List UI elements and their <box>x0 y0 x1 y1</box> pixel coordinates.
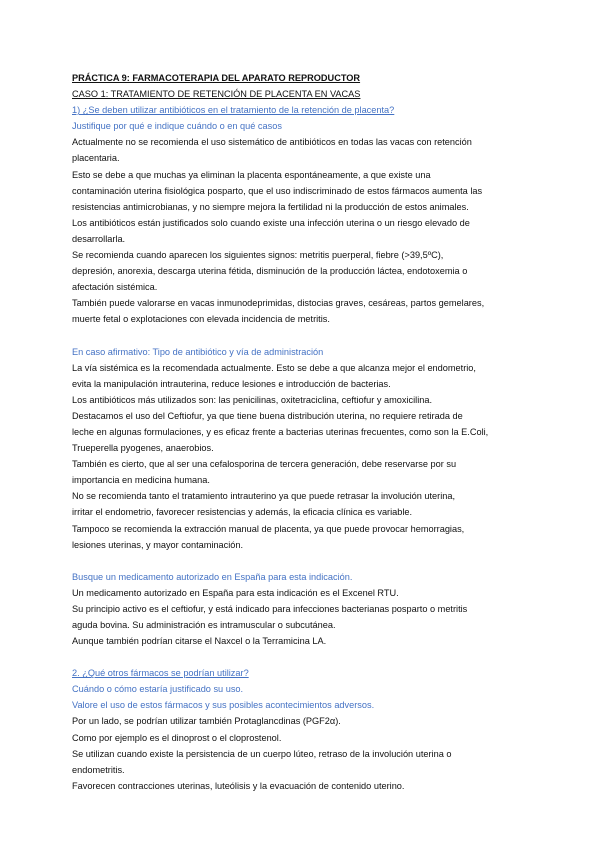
paragraph-line: leche en algunas formulaciones, y es eficaz frente a bacterias uterinas frecuentes, como son la E.Coli, <box>72 426 489 437</box>
paragraph-line: Por un lado, se podrían utilizar también Protaglancdinas (PGF2α). <box>72 716 341 727</box>
medicine-heading: Busque un medicamento autorizado en España para esta indicación. <box>72 571 353 582</box>
spacer <box>72 553 532 569</box>
answer-1 <box>72 134 532 327</box>
paragraph-line: Destacamos el uso del Ceftiofur, ya que tiene buena distribución uterina, no requiere retirada de <box>72 410 463 421</box>
paragraph-line: irritar el endometrio, favorecer resistencias y además, la eficacia clínica es variable. <box>72 507 413 518</box>
affirmative-heading: En caso afirmativo: Tipo de antibiótico y vía de administración <box>72 346 324 357</box>
question-2: 2. ¿Qué otros fármacos se podrían utilizar? <box>72 668 249 679</box>
question-2-sub-2: Valore el uso de estos fármacos y sus posibles acontecimientos adversos. <box>72 700 375 711</box>
paragraph-line: Se recomienda cuando aparecen los siguientes signos: metritis puerperal, fiebre (>39,5ºC), <box>72 250 444 261</box>
question-2-sub-1: Cuándo o cómo estaría justificado su uso. <box>72 684 244 695</box>
paragraph-line: Un medicamento autorizado en España para esta indicación es el Excenel RTU. <box>72 587 399 598</box>
paragraph-line: endometritis. <box>72 764 125 775</box>
paragraph-line: Los antibióticos están justificados solo cuando existe una infección uterina o un riesgo elevado de <box>72 217 470 228</box>
document-title: PRÁCTICA 9: FARMACOTERAPIA DEL APARATO REPRODUCTOR <box>72 73 361 83</box>
medicine-answer <box>72 585 532 649</box>
paragraph-line: importancia en medicina humana. <box>72 475 210 486</box>
affirmative-answer <box>72 360 532 553</box>
paragraph-line: Tampoco se recomienda la extracción manual de placenta, ya que puede provocar hemorragias, <box>72 523 465 534</box>
paragraph-line: Trueperella pyogenes, anaerobios. <box>72 443 214 454</box>
paragraph-line: Favorecen contracciones uterinas, luteólisis y la evacuación de contenido uterino. <box>72 780 405 791</box>
paragraph-line: Aunque también podrían citarse el Naxcel o la Terramicina LA. <box>72 636 327 647</box>
paragraph-line: La vía sistémica es la recomendada actualmente. Esto se debe a que alcanza mejor el endometrio, <box>72 362 476 373</box>
document-body <box>72 70 532 794</box>
paragraph-line: muerte fetal o explotaciones con elevada incidencia de metritis. <box>72 314 330 325</box>
spacer <box>72 649 532 665</box>
question-1: 1) ¿Se deben utilizar antibióticos en el tratamiento de la retención de placenta? <box>72 105 395 116</box>
question-1-subquestion: Justifique por qué e indique cuándo o en qué casos <box>72 121 282 132</box>
paragraph-line: Actualmente no se recomienda el uso sistemático de antibióticos en todas las vacas con retención <box>72 137 472 148</box>
paragraph-line: Esto se debe a que muchas ya eliminan la placenta espontáneamente, a que existe una <box>72 169 431 180</box>
paragraph-line: No se recomienda tanto el tratamiento intrauterino ya que puede retrasar la involución uterina, <box>72 491 456 502</box>
paragraph-line: aguda bovina. Su administración es intramuscular o subcutánea. <box>72 620 336 630</box>
paragraph-line: lesiones uterinas, y mayor contaminación. <box>72 539 244 550</box>
paragraph-line: Su principio activo es el ceftiofur, y está indicado para infecciones bacterianas posparto o metritis <box>72 603 468 614</box>
paragraph-line: Los antibióticos más utilizados son: las penicilinas, oxitetraciclina, ceftiofur y amoxicilina. <box>72 394 433 405</box>
case-heading: CASO 1: TRATAMIENTO DE RETENCIÓN DE PLACENTA EN VACAS <box>72 89 361 100</box>
paragraph-line: Se utilizan cuando existe la persistencia de un cuerpo lúteo, retraso de la involución uterina o <box>72 748 452 759</box>
paragraph-line: afectación sistémica. <box>72 282 158 293</box>
paragraph-line: contaminación uterina fisiológica posparto, que el uso indiscriminado de estos fármacos aumenta las <box>72 185 483 196</box>
paragraph-line: placentaria. <box>72 153 120 164</box>
paragraph-line: resistencias antimicrobianas, y no siempre mejora la fertilidad ni la producción de estos animales. <box>72 201 469 212</box>
paragraph-line: También es cierto, que al ser una cefalosporina de tercera generación, debe reservarse por su <box>72 459 457 470</box>
spacer <box>72 328 532 344</box>
paragraph-line: desarrollarla. <box>72 233 126 244</box>
paragraph-line: Como por ejemplo es el dinoprost o el cloprostenol. <box>72 732 282 743</box>
paragraph-line: depresión, anorexia, descarga uterina fétida, disminución de la producción láctea, endotoxemia o <box>72 266 468 277</box>
paragraph-line: También puede valorarse en vacas inmunodeprimidas, distocias graves, cesáreas, partos gemelares, <box>72 298 485 309</box>
paragraph-line: evita la manipulación intrauterina, reduce lesiones e introducción de bacterias. <box>72 378 391 389</box>
answer-2 <box>72 713 532 793</box>
